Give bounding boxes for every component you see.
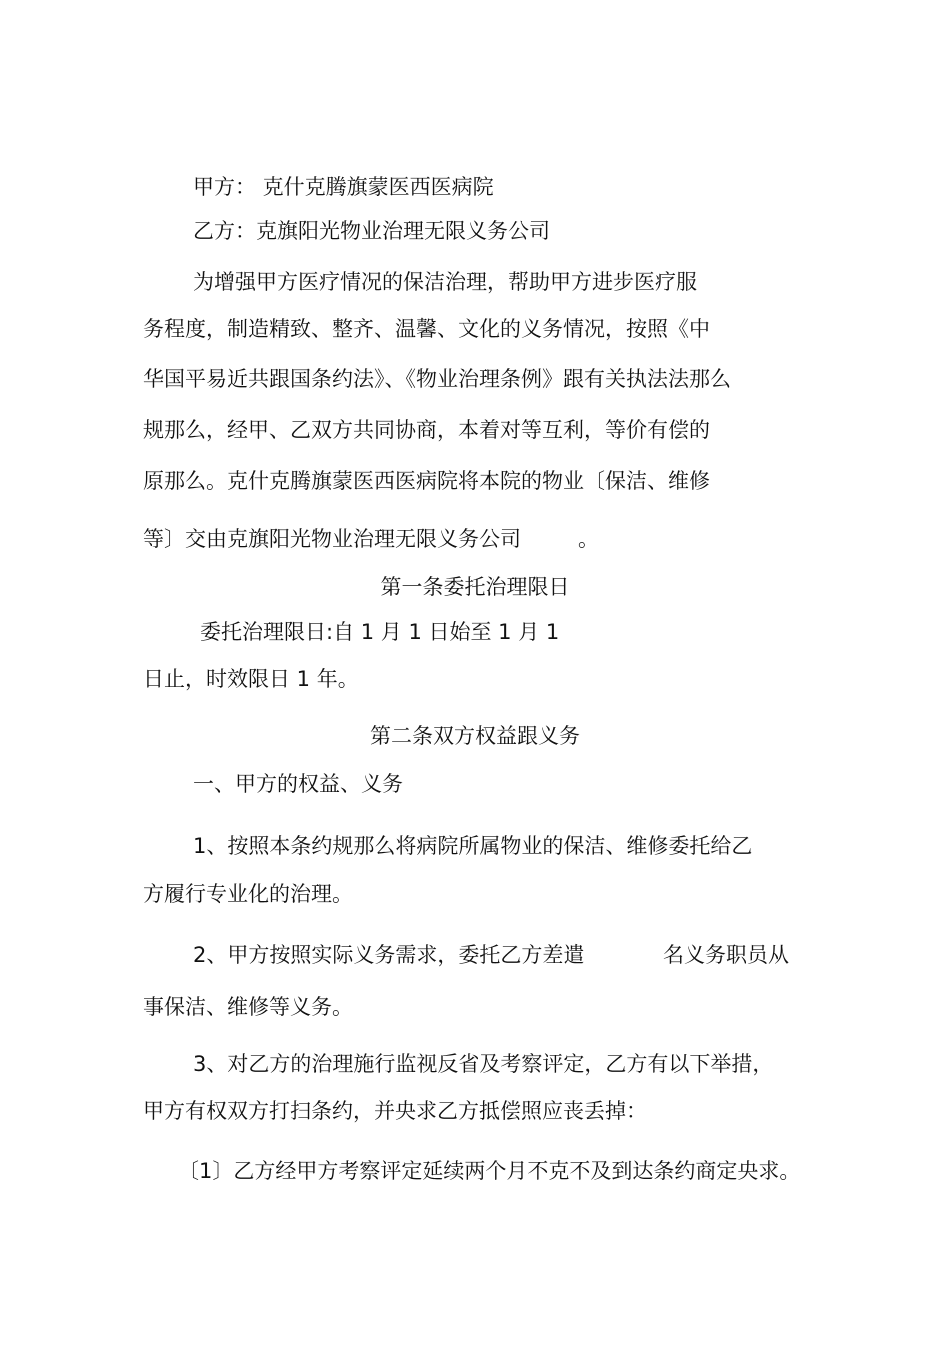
party-b-line: 乙方：克旗阳光物业治理无限义务公司 (193, 219, 550, 243)
article-1-term-line-2: 日止，时效限日 1 年。 (143, 667, 359, 691)
sub-item-1: 〔1〕乙方经甲方考察评定延续两个月不克不及到达条约商定央求。 (178, 1159, 801, 1183)
preamble-period: 。 (578, 527, 599, 551)
item-1-line-1: 1、按照本条约规那么将病院所属物业的保洁、维修委托给乙 (193, 834, 753, 858)
preamble-line-6: 等〕交由克旗阳光物业治理无限义务公司 (143, 527, 521, 551)
preamble-line-3: 华国平易近共跟国条约法》、《物业治理条例》跟有关执法法那么 (143, 367, 731, 391)
item-3-line-1: 3、对乙方的治理施行监视反省及考察评定，乙方有以下举措， (193, 1052, 774, 1076)
preamble-line-1: 为增强甲方医疗情况的保洁治理，帮助甲方进步医疗服 (193, 270, 697, 294)
section-1-heading: 一、甲方的权益、义务 (193, 772, 403, 796)
article-1-term-line-1: 委托治理限日:自 1 月 1 日始至 1 月 1 (200, 620, 560, 644)
item-1-line-2: 方履行专业化的治理。 (143, 882, 353, 906)
item-3-line-2: 甲方有权双方打扫条约，并央求乙方抵偿照应丧丢掉： (143, 1099, 647, 1123)
item-2-line-2: 事保洁、维修等义务。 (143, 995, 353, 1019)
preamble-line-5: 原那么。克什克腾旗蒙医西医病院将本院的物业〔保洁、维修 (143, 469, 710, 493)
preamble-line-2: 务程度，制造精致、整齐、温馨、文化的义务情况，按照《中 (143, 317, 710, 341)
article-2-heading: 第二条双方权益跟义务 (370, 724, 580, 748)
article-1-heading: 第一条委托治理限日 (380, 575, 570, 599)
preamble-line-4: 规那么，经甲、乙双方共同协商，本着对等互利，等价有偿的 (143, 418, 710, 442)
party-a-line: 甲方： 克什克腾旗蒙医西医病院 (193, 175, 494, 199)
item-2-line-1-end: 名义务职员从 (663, 943, 789, 967)
item-2-line-1-start: 2、甲方按照实际义务需求，委托乙方差遣 (193, 943, 585, 967)
